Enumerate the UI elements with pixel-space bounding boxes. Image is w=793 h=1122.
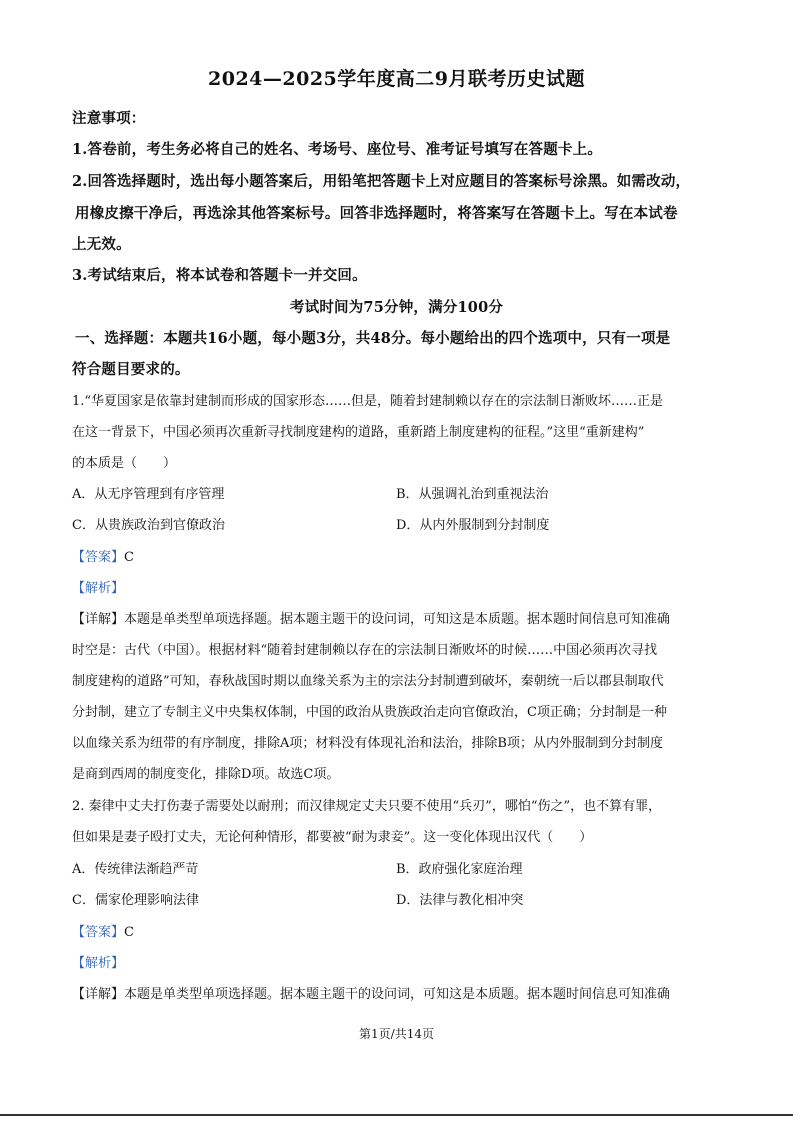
q1-detail-tag: 【详解】: [72, 612, 125, 627]
q2-option-c: C．儒家伦理影响法律: [72, 893, 199, 908]
notice-item-1: 1.答卷前，考生务必将自己的姓名、考场号、座位号、准考证号填写在答题卡上。: [72, 141, 603, 158]
exam-info: 考试时间为75分钟，满分100分: [289, 299, 504, 316]
q1-answer: [72, 546, 134, 565]
q2-explanation-line-1: [72, 983, 670, 1002]
q1-option-b: B．从强调礼治到重视法治: [396, 487, 549, 502]
q1-analysis-tag: 【解析】: [72, 581, 125, 596]
q1-stem-line-1: 1.“华夏国家是依靠封建制而形成的国家形态……但是，随着封建制赖以存在的宗法制日渐败坏……正是: [72, 394, 664, 409]
notice-heading: 注意事项：: [72, 110, 146, 127]
q2-answer-tag: 【答案】: [72, 925, 125, 940]
q2-explanation-text-1: 本题是单类型单项选择题。据本题主题干的设问词，可知这是本质题。据本题时间信息可知准确: [124, 987, 671, 1002]
notice-item-2-line-3: 上无效。: [72, 236, 131, 253]
q2-answer-value: C: [124, 925, 134, 940]
page-footer: 第1页/共14页: [359, 1027, 434, 1041]
section-heading-line-1: 一、选择题：本题共16小题，每小题3分，共48分。每小题给出的四个选项中，只有一项是: [75, 330, 671, 347]
q1-option-a: A．从无序管理到有序管理: [72, 487, 225, 502]
q1-explanation-line-3: 制度建构的道路”可知，春秋战国时期以血缘关系为主的宗法分封制遭到破坏，秦朝统一后以郡县制取代: [72, 674, 664, 689]
q1-answer-value: C: [124, 550, 134, 565]
q2-stem-line-1: 2. 秦律中丈夫打伤妻子需要处以耐刑；而汉律规定丈夫只要不使用“兵刃”，哪怕“伤之”，也不算有罪，: [72, 799, 662, 814]
q2-option-b: B．政府强化家庭治理: [396, 862, 523, 877]
q2-stem-line-2: 但如果是妻子殴打丈夫，无论何种情形，都要被“耐为隶妾”。这一变化体现出汉代（ ）: [72, 830, 593, 845]
bottom-divider: [0, 1114, 793, 1116]
notice-item-2-line-2: 用橡皮擦干净后，再选涂其他答案标号。回答非选择题时，将答案写在答题卡上。写在本试卷: [75, 205, 678, 222]
q1-explanation-line-6: 是商到西周的制度变化，排除D项。故选C项。: [72, 767, 340, 782]
q1-explanation-line-5: 以血缘关系为纽带的有序制度，排除A项；材料没有体现礼治和法治，排除B项；从内外服制到分封制度: [72, 736, 663, 751]
q1-explanation-line-1: [72, 608, 670, 627]
q1-stem-line-2: 在这一背景下，中国必须再次重新寻找制度建构的道路，重新踏上制度建构的征程。”这里“重新建构”: [72, 425, 645, 440]
section-heading-line-2: 符合题目要求的。: [72, 361, 190, 378]
q2-answer: [72, 921, 134, 940]
q1-option-d: D．从内外服制到分封制度: [396, 518, 550, 533]
q2-detail-tag: 【详解】: [72, 987, 125, 1002]
q2-option-d: D．法律与教化相冲突: [396, 893, 524, 908]
q1-stem-line-3: 的本质是（ ）: [72, 456, 177, 471]
q1-explanation-line-2: 时空是：古代（中国）。根据材料“随着封建制赖以存在的宗法制日渐败坏的时候……中国必须再次寻找: [72, 643, 658, 658]
q2-analysis-tag: 【解析】: [72, 956, 125, 971]
q1-answer-tag: 【答案】: [72, 550, 125, 565]
q1-explanation-line-4: 分封制，建立了专制主义中央集权体制，中国的政治从贵族政治走向官僚政治，C项正确；分封制是一种: [72, 705, 667, 720]
q2-option-a: A．传统律法渐趋严苛: [72, 862, 199, 877]
page-title: 2024—2025学年度高二9月联考历史试题: [208, 68, 585, 90]
q1-explanation-text-1: 本题是单类型单项选择题。据本题主题干的设问词，可知这是本质题。据本题时间信息可知准确: [124, 612, 671, 627]
notice-item-2-line-1: 2.回答选择题时，选出每小题答案后，用铅笔把答题卡上对应题目的答案标号涂黑。如需改动，: [72, 173, 691, 190]
q1-option-c: C．从贵族政治到官僚政治: [72, 518, 225, 533]
notice-item-3: 3.考试结束后，将本试卷和答题卡一并交回。: [72, 267, 367, 284]
